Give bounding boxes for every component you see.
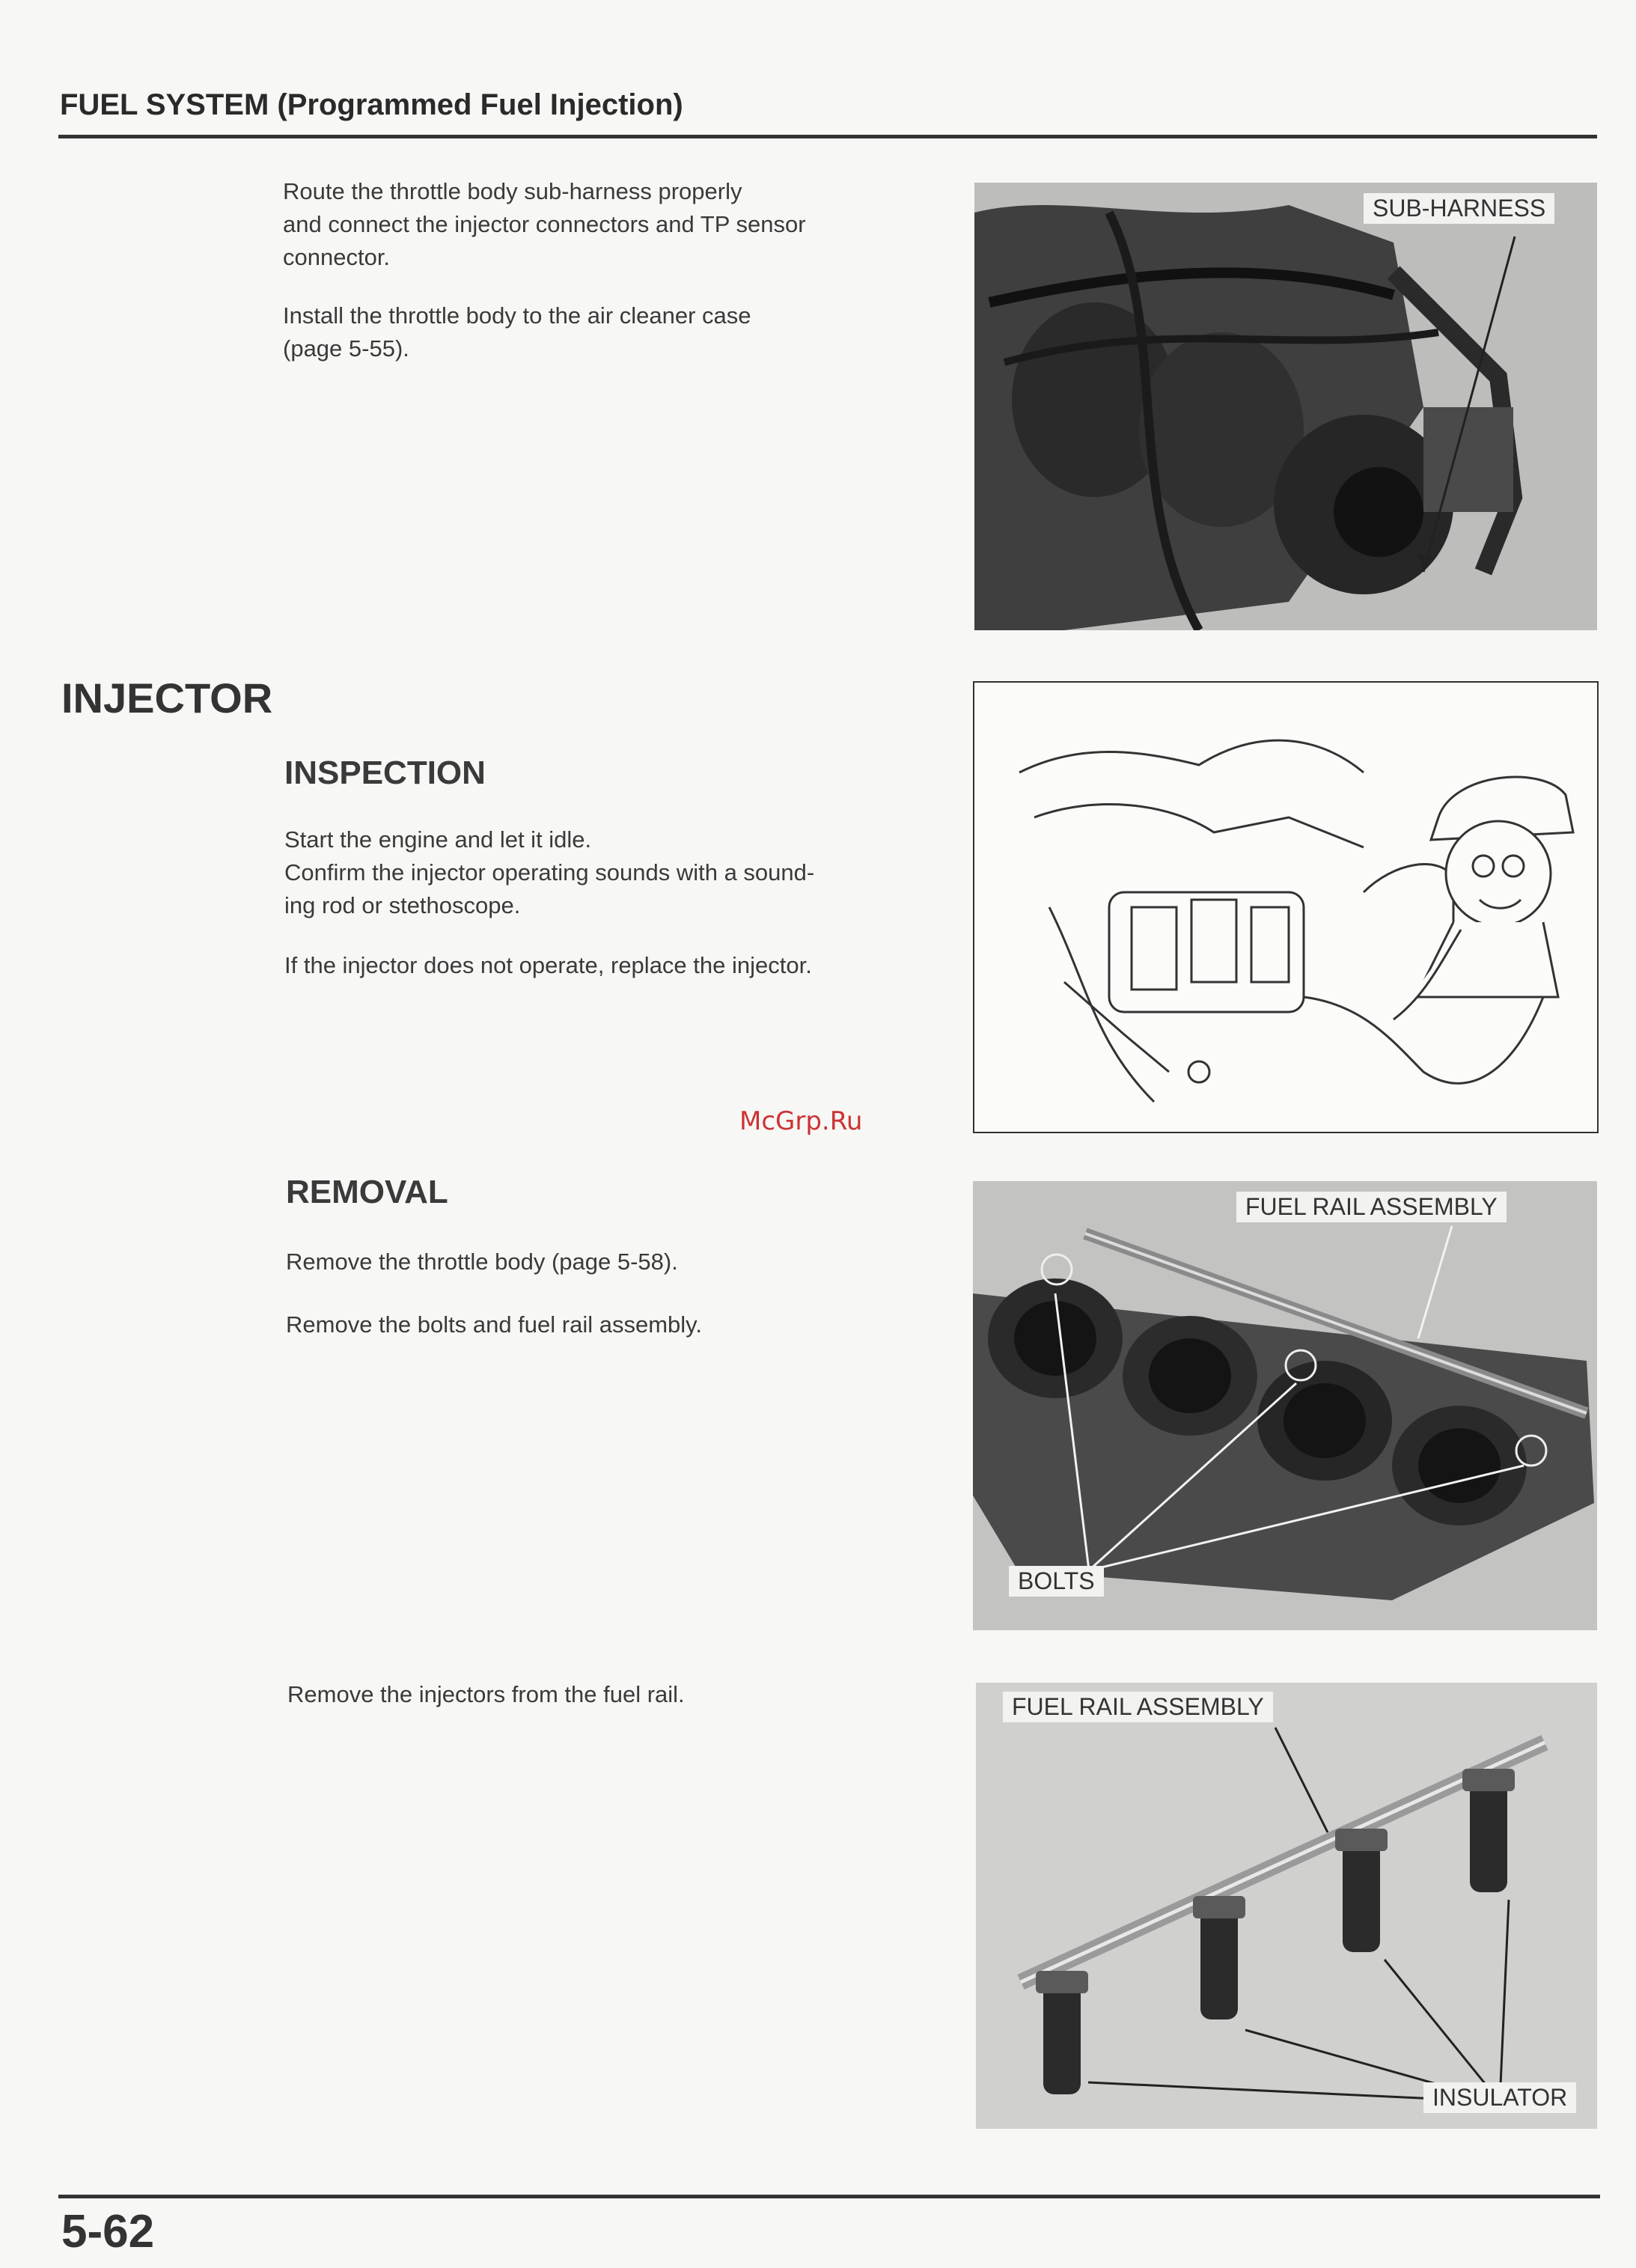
throttle-paragraph-2 xyxy=(283,299,751,365)
subsection-title-inspection: INSPECTION xyxy=(284,755,486,791)
text-line: Remove the throttle body (page 5-58). xyxy=(286,1249,678,1275)
footer-rule xyxy=(58,2195,1600,2198)
injectors-fuel-rail-photo xyxy=(976,1683,1597,2129)
inspection-paragraph-1 xyxy=(284,823,814,922)
removal-paragraph-3 xyxy=(287,1678,685,1711)
figure-label-insulator: INSULATOR xyxy=(1423,2082,1576,2113)
figure-label-bolts: BOLTS xyxy=(1009,1566,1104,1597)
text-line: and connect the injector connectors and TP sensor xyxy=(283,211,806,237)
page-number: 5-62 xyxy=(61,2206,155,2258)
inspection-paragraph-2 xyxy=(284,949,812,982)
section-title-injector: INJECTOR xyxy=(61,674,273,722)
stethoscope-illustration xyxy=(973,681,1599,1133)
figure-label-fuel-rail-assembly: FUEL RAIL ASSEMBLY xyxy=(1236,1192,1507,1222)
fuel-rail-assembly-photo xyxy=(973,1181,1597,1630)
text-line: If the injector does not operate, replace the injector. xyxy=(284,952,812,978)
text-line: ing rod or stethoscope. xyxy=(284,892,521,918)
watermark-text: McGrp.Ru xyxy=(739,1106,863,1136)
text-line: connector. xyxy=(283,244,391,270)
text-line: Start the engine and let it idle. xyxy=(284,826,592,853)
throttle-paragraph-1 xyxy=(283,175,806,274)
figure-label-fuel-rail-assembly-2: FUEL RAIL ASSEMBLY xyxy=(1003,1692,1273,1722)
subsection-title-removal: REMOVAL xyxy=(286,1174,448,1210)
text-line: Route the throttle body sub-harness properly xyxy=(283,178,742,204)
text-line: Install the throttle body to the air cleaner case xyxy=(283,302,751,329)
removal-paragraph-1 xyxy=(286,1246,678,1278)
header-rule xyxy=(58,135,1597,138)
text-line: Remove the bolts and fuel rail assembly. xyxy=(286,1311,702,1338)
figure-label-sub-harness: SUB-HARNESS xyxy=(1364,193,1554,224)
page-header-title: FUEL SYSTEM (Programmed Fuel Injection) xyxy=(60,88,683,121)
sub-harness-photo xyxy=(974,183,1597,630)
removal-paragraph-2 xyxy=(286,1308,702,1341)
text-line: (page 5-55). xyxy=(283,335,409,362)
text-line: Confirm the injector operating sounds with a sound- xyxy=(284,859,815,885)
text-line: Remove the injectors from the fuel rail. xyxy=(287,1681,685,1707)
